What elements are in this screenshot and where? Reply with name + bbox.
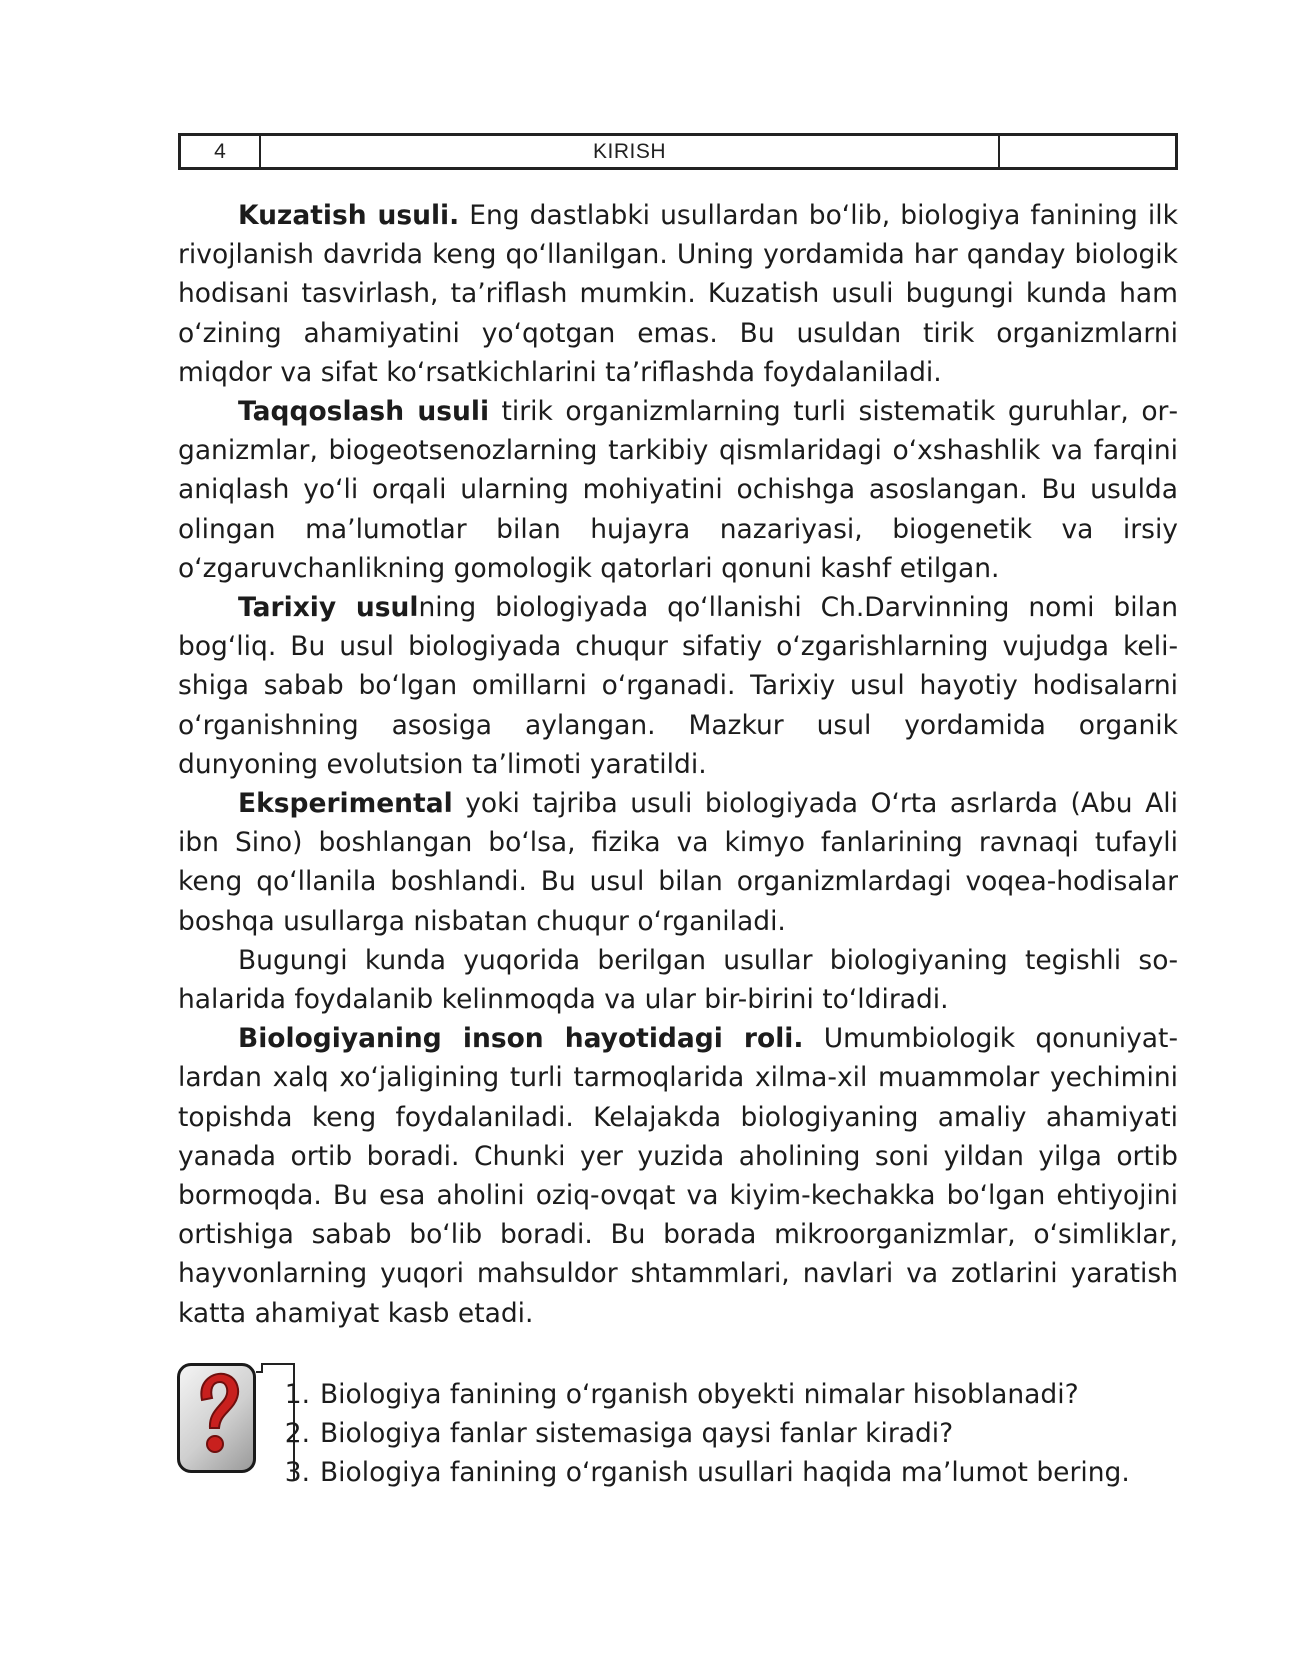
question-item	[280, 1414, 1130, 1453]
paragraph-body: Umumbiologik qonuniyatlardan xalq xo‘jaligining turli tarmoqlarida xilma-xil muammolar yechimini topishda keng foydalaniladi. Kelajakda biologiyaning amaliy ahamiyati yanada ortib boradi. Chunki yer yuzida aholining soni yildan yilga ortib bormoqda. Bu esa aholini oziq-ovqat va kiyim-kechakka bo‘lgan ehtiyojini ortishiga sabab bo‘lib boradi. Bu borada mikroorganizmlar, o‘simliklar, hayvonlarning yuqori mahsuldor shtammlari, navlari va zotlarini yaratish katta ahamiyat kasb etadi.	[178, 1023, 1179, 1329]
paragraph-body: yoki tajriba usuli biologiyada O‘rta asrlarda (Abu Ali ibn Sino) boshlangan bo‘lsa, fizika va kimyo fanlarining ravnaqi tufayli keng qo‘llanila boshlandi. Bu usul bilan organizmlardagi voqea-hodisalar boshqa usullarga nisbatan chuqur o‘rganiladi.	[178, 788, 1178, 937]
question-number: 3.	[284, 1457, 310, 1488]
question-item	[280, 1375, 1130, 1414]
question-number: 1.	[284, 1379, 310, 1410]
paragraph-heading: Biologiyaning inson hayotidagi roli.	[238, 1023, 804, 1055]
paragraph-body: Bugungi kunda yuqorida berilgan usullar biologiyaning tegishli sohalarida foydalanib kelinmoqda va ular bir-birini to‘ldiradi.	[178, 944, 1178, 1016]
page-number: 4	[181, 136, 261, 167]
question-mark-glyph	[180, 1366, 253, 1470]
question-mark-icon	[177, 1363, 256, 1473]
paragraph-heading: Kuzatish usuli.	[238, 200, 460, 231]
paragraph-roli	[178, 1019, 1178, 1333]
question-text: Biologiya fanining o‘rganish usullari haqida ma’lumot bering.	[320, 1457, 1130, 1488]
question-text: Biologiya fanining o‘rganish obyekti nimalar hisoblanadi?	[320, 1379, 1079, 1410]
paragraph-eksperimental	[178, 784, 1178, 941]
body-text	[178, 196, 1178, 1333]
paragraph-bugungi	[178, 941, 1178, 1019]
paragraph-kuzatish	[178, 196, 1178, 392]
question-item	[280, 1453, 1130, 1492]
question-text: Biologiya fanlar sistemasiga qaysi fanlar kiradi?	[320, 1418, 954, 1449]
question-number: 2.	[284, 1418, 310, 1449]
header-empty-cell	[1000, 136, 1175, 167]
paragraph-heading: Eksperimental	[238, 788, 453, 820]
paragraph-body: tirik organizmlarning turli sistematik guruhlar, organizmlar, biogeotsenozlarning tarkibiy qismlaridagi o‘xshashlik va farqini aniqlash yo‘li orqali ularning mohiyatini ochishga asoslangan. Bu usulda olingan ma’lumotlar bilan hujayra nazariyasi, biogenetik va irsiy o‘zgaruvchanlikning gomologik qatorlari qonuni kashf etilgan.	[178, 396, 1179, 584]
running-header	[178, 133, 1178, 170]
paragraph-body: Eng dastlabki usullardan bo‘lib, biologiya fanining ilk rivojlanish davrida keng qo‘llanilgan. Uning yordamida har qanday biologik hodisani tasvirlash, ta’riflash mumkin. Kuzatish usuli bugungi kunda ham o‘zining ahamiyatini yo‘qotgan emas. Bu usuldan tirik organizmlarni miqdor va sifat ko‘rsatkichlarini ta’riflashda foydalaniladi.	[178, 200, 1178, 388]
paragraph-heading: Taqqoslash usuli	[238, 396, 490, 428]
paragraph-taqqoslash	[178, 392, 1178, 588]
review-questions	[280, 1375, 1130, 1492]
chapter-title: KIRISH	[261, 136, 1000, 167]
paragraph-heading: Tarixiy usul	[238, 592, 419, 624]
paragraph-body: ning biologiyada qo‘llanishi Ch.Darvinning nomi bilan bog‘liq. Bu usul biologiyada chuqur sifatiy o‘zgarishlarning vujudga kelishiga sabab bo‘lgan omillarni o‘rganadi. Tarixiy usul hayotiy hodisalarni o‘rganishning asosiga aylangan. Mazkur usul yordamida organik dunyoning evolutsion ta’limoti yaratildi.	[178, 592, 1178, 780]
paragraph-tarixiy	[178, 588, 1178, 784]
